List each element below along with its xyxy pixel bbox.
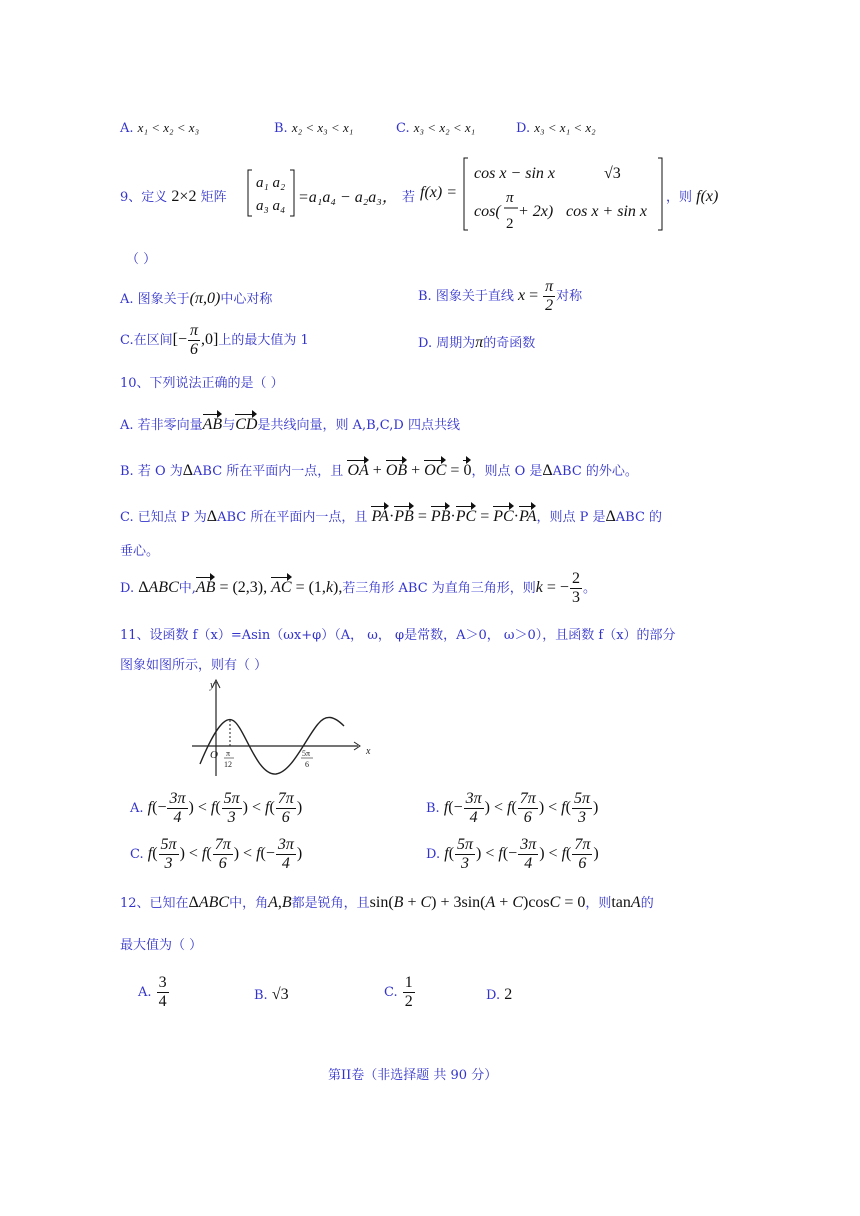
q9-option-d: D. 周期为π的奇函数	[418, 334, 536, 351]
q9-option-a: A. 图象关于(π,0)中心对称	[120, 290, 273, 307]
q12-title-2: 最大值为（ ）	[120, 938, 203, 953]
tick-5pi6-den: 6	[305, 760, 309, 769]
q11-title: 11、设函数 f（x）=Asin（ωx+φ）（A， ω， φ是常数，A＞0， ω＞0），且函数 f（x）的部分	[120, 628, 676, 643]
q11-option-b: B. f(− $\frac{3\pi}{4}$ ) < f( $\frac{7\pi}{6}$ ) < f( $\frac{5\pi}{3}$ )	[426, 790, 599, 826]
q9-def-matrix	[246, 168, 296, 218]
tick-5pi6-num: 5π	[302, 749, 311, 758]
q10-option-c: C. 已知点 P 为ΔABC 所在平面内一点，且 PA·PB = PB·PC = PC·PA，则点 P 是ΔABC 的	[120, 508, 663, 525]
q9-fx: f(x) =	[420, 184, 457, 201]
x-label: x	[366, 746, 371, 757]
q12-option-c: C. $\frac{1}{2}$	[384, 974, 413, 1010]
q10-option-a: A. 若非零向量AB与CD是共线向量，则 A,B,C,D 四点共线	[120, 416, 460, 433]
q8-option-c: C. x₃ < x₂ < x₁	[396, 120, 476, 136]
q11-option-a: A. f(− $\frac{3\pi}{4}$ ) < f( $\frac{5\pi}{3}$ ) < f( $\frac{7\pi}{6}$ )	[130, 790, 303, 826]
q9-def: =a₁a₄ − a₂a₃，	[298, 189, 398, 206]
tick-pi12-num: π	[226, 749, 231, 758]
q9-f-matrix	[462, 156, 666, 232]
m21b: + 2x)	[518, 203, 554, 220]
q8-option-a: A. x₁ < x₂ < x₃	[120, 120, 200, 136]
q10-title: 10、下列说法正确的是（ ）	[120, 376, 284, 391]
q8-option-b: B. x₂ < x₃ < x₁	[274, 120, 354, 136]
svg-text:2: 2	[506, 216, 514, 232]
y-label: y	[210, 680, 215, 691]
origin-label: O	[210, 749, 218, 761]
q9-prefix: 9、定义 2×2 矩阵	[120, 188, 227, 205]
m11: cos x − sin x	[474, 165, 555, 182]
q12-title: 12、已知在ΔABC中，角A,B都是锐角，且sin(B + C) + 3sin(A + C)cosC = 0，则tanA的	[120, 894, 654, 911]
m12: √3	[604, 165, 621, 182]
section-footer: 第II卷（非选择题 共 90 分）	[328, 1068, 498, 1083]
svg-text:a₁ a₂: a₁ a₂	[256, 175, 286, 191]
q10-option-c-cont: 垂心。	[120, 544, 160, 559]
m22: cos x + sin x	[566, 203, 647, 220]
q12-option-b: B. √3	[254, 986, 289, 1003]
q9-option-b: B. 图象关于直线 x = $\frac{\pi}{2}$ 对称	[418, 278, 583, 314]
q8-option-d: D. x₃ < x₁ < x₂	[516, 120, 596, 136]
q12-option-d: D. 2	[486, 986, 513, 1003]
q9-option-c: C.在区间[− $\frac{\pi}{6}$ ,0]上的最大值为 1	[120, 322, 309, 358]
q9-mid2: 若	[402, 190, 416, 205]
svg-text:π: π	[506, 190, 514, 206]
q11-title-2: 图象如图所示，则有（ ）	[120, 658, 268, 673]
q9-then: ，则 f(x)	[666, 188, 719, 205]
tick-pi12-den: 12	[224, 760, 232, 769]
svg-text:a₃ a₄: a₃ a₄	[256, 198, 286, 214]
q11-option-c: C. f( $\frac{5\pi}{3}$ ) < f( $\frac{7\pi}{6}$ ) < f(− $\frac{3\pi}{4}$ )	[130, 836, 303, 872]
q10-option-b: B. 若 O 为ΔABC 所在平面内一点，且 OA + OB + OC = 0，则点 O 是ΔABC 的外心。	[120, 462, 638, 479]
q11-graph	[186, 676, 371, 780]
m21a: cos(	[474, 203, 501, 220]
q9-paren: （ ）	[126, 252, 157, 267]
q11-option-d: D. f( $\frac{5\pi}{3}$ ) < f(− $\frac{3\pi}{4}$ ) < f( $\frac{7\pi}{6}$ )	[426, 836, 599, 872]
q12-option-a: A. $\frac{3}{4}$	[138, 974, 167, 1010]
q10-option-d: D. ΔABC中,AB = (2,3), AC = (1,k),若三角形 ABC 为直角三角形，则k = − $\frac{2}{3}$ 。	[120, 570, 596, 606]
